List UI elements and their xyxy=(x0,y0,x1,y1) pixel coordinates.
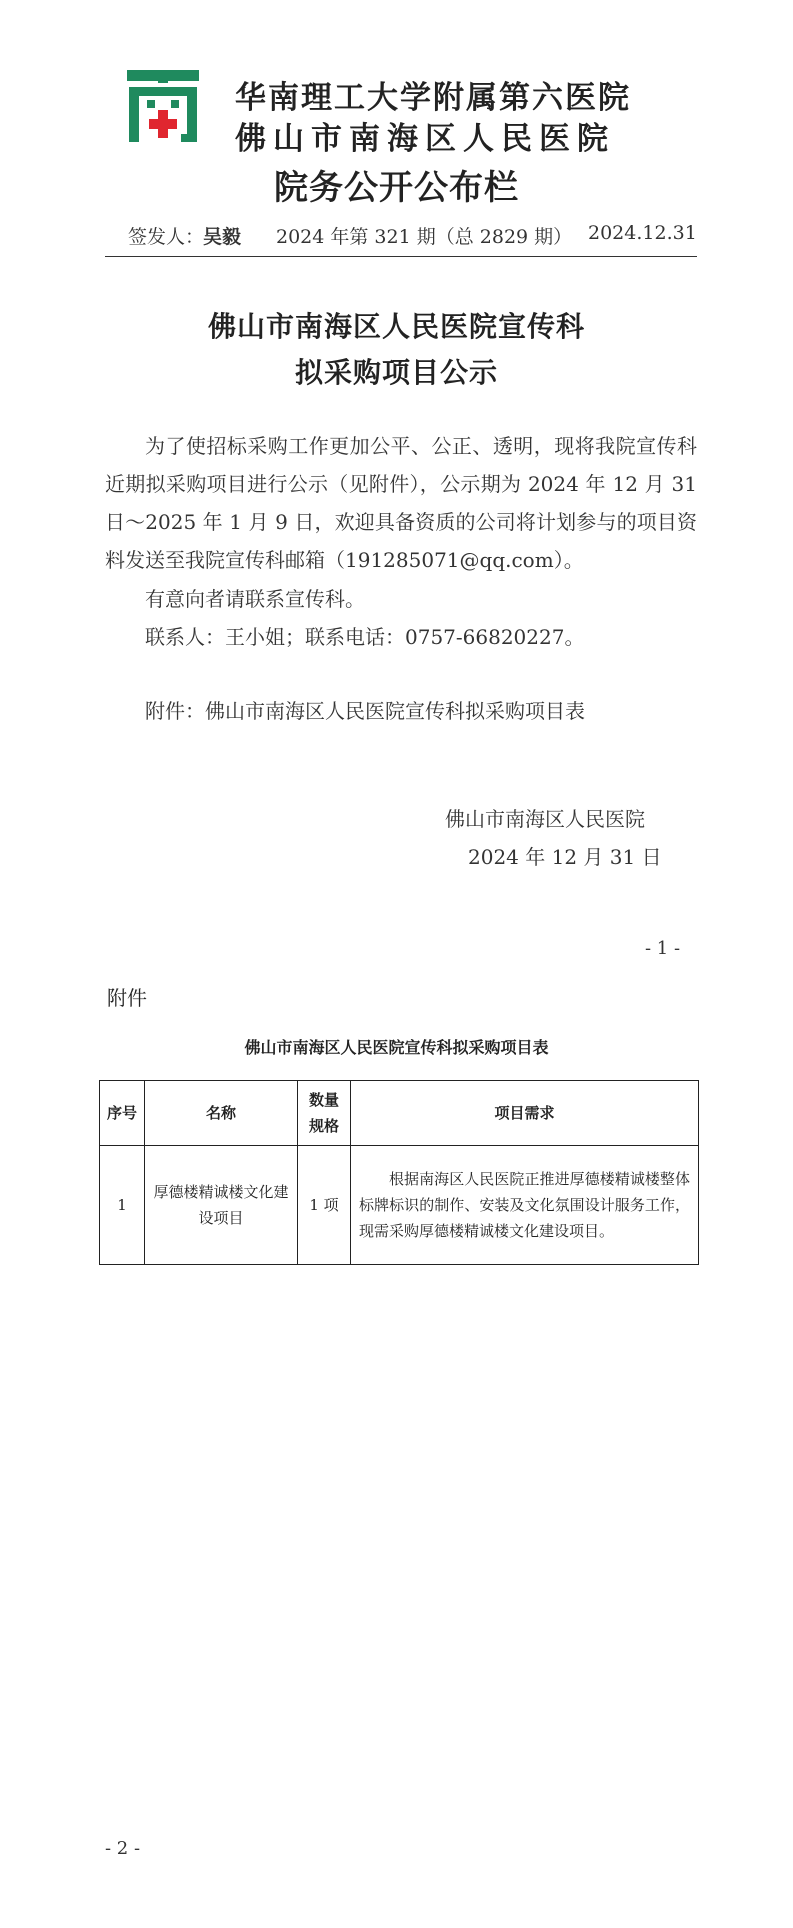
document-title-line2: 拟采购项目公示 xyxy=(294,356,498,389)
annex-label: 附件 xyxy=(107,988,147,1010)
header-requirement: 项目需求 xyxy=(351,1081,699,1146)
signature-organization: 佛山市南海区人民医院 xyxy=(445,807,645,831)
header-name: 名称 xyxy=(145,1081,298,1146)
header-divider xyxy=(105,256,697,257)
issue-number: 2024 年第 321 期（总 2829 期） xyxy=(276,226,573,248)
interest-line: 有意向者请联系宣传科。 xyxy=(145,587,365,611)
notice-paragraph: 为了使招标采购工作更加公平、公正、透明，现将我院宣传科近期拟采购项目进行公示（见附件），公示期为 2024 年 12 月 31 日～2025 年 1 月 9 日，欢迎具备资质的公司将计划参与的项目资料发送至我院宣传科邮箱（191285071@qq.com）。 xyxy=(105,434,697,572)
requirement-text: 根据南海区人民医院正推进厚德楼精诚楼整体标牌标识的制作、安装及文化氛围设计服务工作，现需采购厚德楼精诚楼文化建设项目。 xyxy=(359,1170,690,1240)
procurement-table xyxy=(99,1080,699,1265)
cell-name: 厚德楼精诚楼文化建设项目 xyxy=(145,1146,298,1265)
cell-no: 1 xyxy=(100,1146,145,1265)
signature-date: 2024 年 12 月 31 日 xyxy=(468,845,662,869)
table-header-row xyxy=(100,1081,699,1146)
hospital-logo-icon xyxy=(127,70,199,144)
header-no: 序号 xyxy=(100,1081,145,1146)
cell-qty: 1 项 xyxy=(298,1146,351,1265)
issuer-label: 签发人： xyxy=(128,226,205,248)
hospital-name-line1: 华南理工大学附属第六医院 xyxy=(235,80,631,116)
table-row xyxy=(100,1146,699,1265)
page-number-1: - 1 - xyxy=(645,938,681,959)
procurement-table-title: 佛山市南海区人民医院宣传科拟采购项目表 xyxy=(244,1038,549,1057)
issue-date: 2024.12.31 xyxy=(588,222,697,244)
attachment-reference: 附件：佛山市南海区人民医院宣传科拟采购项目表 xyxy=(145,699,585,723)
hospital-name-line2: 佛山市南海区人民医院 xyxy=(235,121,615,157)
cell-requirement xyxy=(351,1146,699,1265)
contact-line: 联系人：王小姐；联系电话：0757-66820227。 xyxy=(145,625,585,649)
page-number-2: - 2 - xyxy=(105,1838,141,1859)
bulletin-board-title: 院务公开公布栏 xyxy=(274,168,519,208)
header-qty: 数量规格 xyxy=(298,1081,351,1146)
issuer-name: 吴毅 xyxy=(203,226,242,248)
document-title-line1: 佛山市南海区人民医院宣传科 xyxy=(207,310,585,343)
